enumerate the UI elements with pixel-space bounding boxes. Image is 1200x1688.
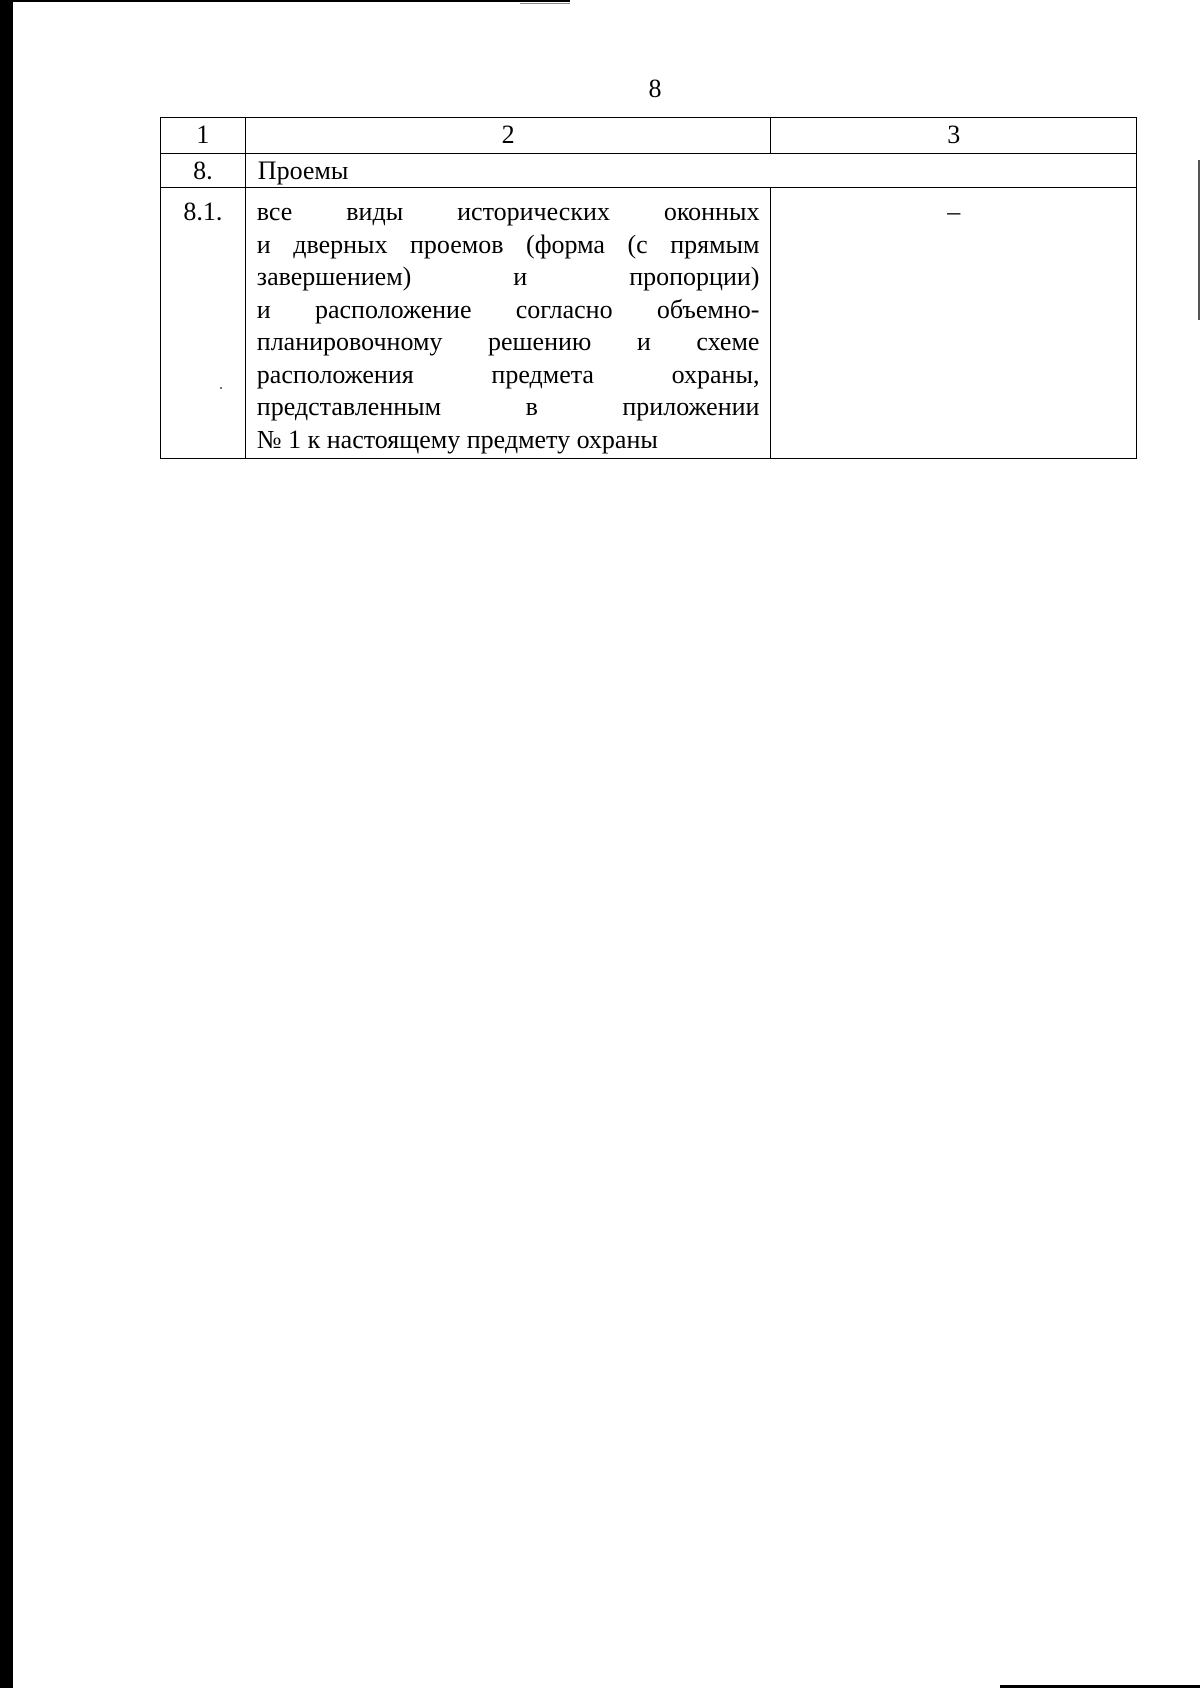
- item-description: [245, 188, 771, 459]
- item-number: 8.1.: [161, 188, 246, 459]
- header-col-3: 3: [771, 118, 1137, 154]
- scan-border-top: [0, 0, 570, 2]
- description-line: № 1 к настоящему предмету охраны: [256, 424, 658, 454]
- header-col-2: 2: [245, 118, 771, 154]
- scan-border-left: [0, 0, 13, 1688]
- scan-border-top-fragment: [520, 3, 570, 4]
- header-col-1: 1: [161, 118, 246, 154]
- section-row: [161, 154, 1137, 188]
- description-line: и дверных проемов (форма (с прямым: [256, 229, 760, 259]
- description-line: завершением) и пропорции): [256, 262, 760, 291]
- section-title: Проемы: [245, 154, 1136, 188]
- item-col3-value: –: [771, 188, 1137, 459]
- page-number: 8: [648, 74, 662, 103]
- description-line: и расположение согласно объемно-: [256, 294, 760, 324]
- table-row: [161, 188, 1137, 459]
- description-line: расположения предмета охраны,: [256, 359, 760, 389]
- section-number: 8.: [161, 154, 246, 188]
- description-line: планировочному решению и схеме: [256, 327, 760, 356]
- description-line: все виды исторических оконных: [256, 197, 760, 226]
- description-line: представленным в приложении: [256, 392, 760, 421]
- table-header-row: [161, 118, 1137, 154]
- protection-subject-table: [160, 117, 1137, 459]
